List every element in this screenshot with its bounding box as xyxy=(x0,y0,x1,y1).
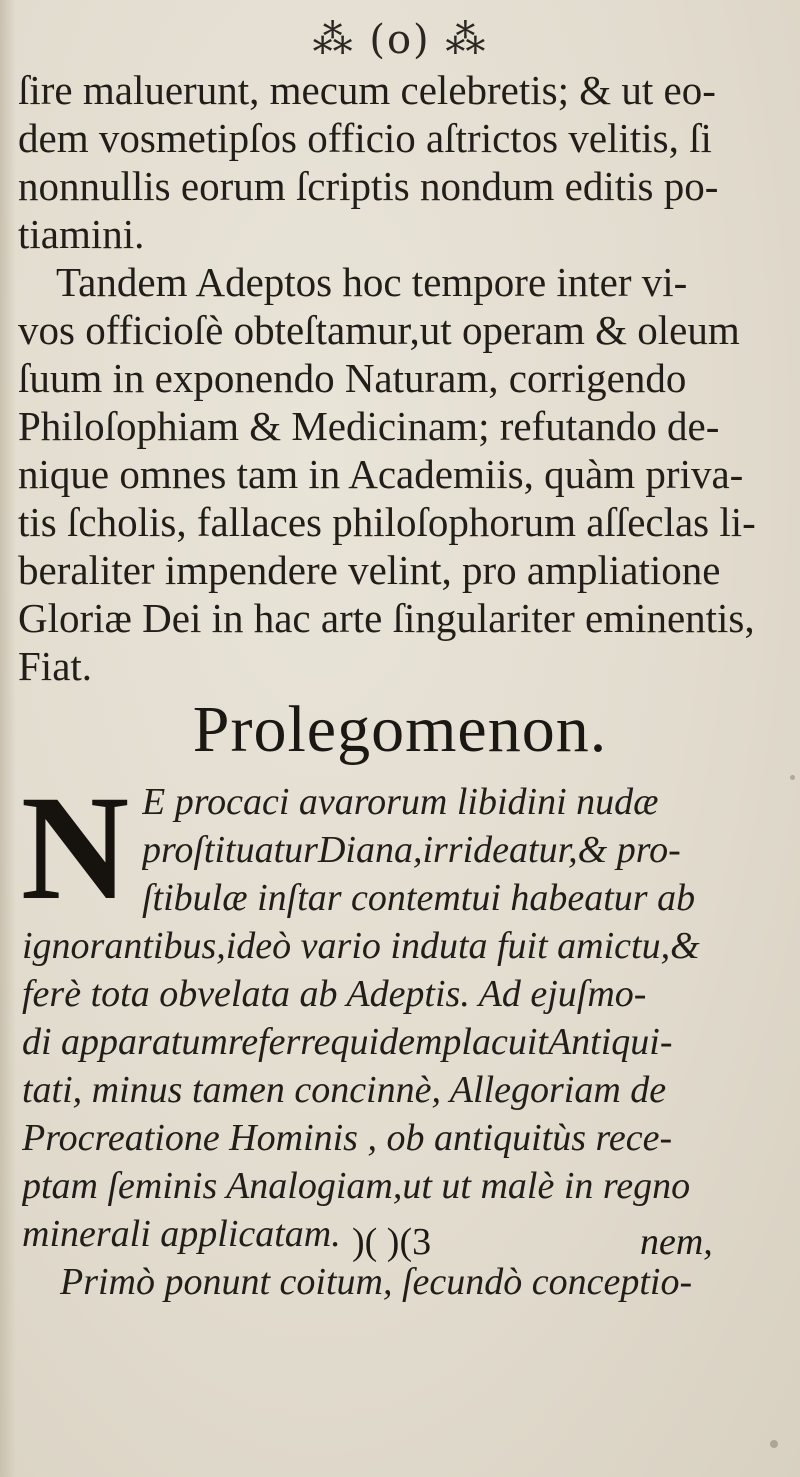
text-line: dem vosmetipſos officio aſtrictos velitis, ſi xyxy=(18,115,712,161)
text-line: beraliter impendere velint, pro ampliatione xyxy=(18,547,721,593)
text-line: ignorantibus,ideò vario induta fuit amictu,& xyxy=(22,925,700,967)
text-line: E procaci avarorum libidini nudæ xyxy=(142,781,659,823)
text-line: ptam ſeminis Analogiam,ut ut malè in regno xyxy=(22,1165,691,1207)
text-line: ſire maluerunt, mecum celebretis; & ut eo- xyxy=(18,67,716,113)
drop-cap-initial: N xyxy=(20,765,130,931)
header-ornament: ⁂ (o) ⁂ xyxy=(312,17,488,63)
roman-text-block xyxy=(18,66,794,690)
text-line: nique omnes tam in Academiis, quàm priva- xyxy=(18,451,744,497)
text-line: Tandem Adeptos hoc tempore inter vi- xyxy=(56,259,688,305)
text-line: minerali applicatam. xyxy=(22,1213,341,1255)
text-line: tis ſcholis, fallaces philoſophorum aſſeclas li- xyxy=(18,499,756,545)
drop-cap-lines xyxy=(142,778,794,922)
text-line: Fiat. xyxy=(18,643,93,689)
paper-speck xyxy=(770,1440,778,1448)
text-line: ſuum in exponendo Naturam, corrigendo xyxy=(18,355,687,401)
text-line: vos officioſè obteſtamur,ut operam & oleum xyxy=(18,307,740,353)
drop-cap-paragraph xyxy=(10,765,794,938)
text-line: tiamini. xyxy=(18,211,145,257)
text-line: di apparatumreferrequidemplacuitAntiqui- xyxy=(22,1021,673,1063)
page-footer xyxy=(0,1218,800,1266)
text-line: Gloriæ Dei in hac arte ſingulariter eminentis, xyxy=(18,595,755,641)
text-line: Philoſophiam & Medicinam; refutando de- xyxy=(18,403,720,449)
section-heading: Prolegomenon. xyxy=(192,693,608,766)
catchword: nem, xyxy=(640,1221,713,1263)
text-line: tati, minus tamen concinnè, Allegoriam de xyxy=(22,1069,667,1111)
text-line: ferè tota obvelata ab Adeptis. Ad ejuſmo- xyxy=(22,973,647,1015)
text-line: ſtibulæ inſtar contemtui habeatur ab xyxy=(142,877,696,919)
paper-speck xyxy=(790,775,795,780)
text-line: nonnullis eorum ſcriptis nondum editis po- xyxy=(18,163,719,209)
text-line: Primò ponunt coitum, ſecundò conceptio- xyxy=(60,1261,693,1303)
text-line: Procreatione Hominis , ob antiquitùs rece- xyxy=(22,1117,673,1159)
signature-mark: )( )(3 xyxy=(352,1221,432,1263)
text-line: proſtituaturDiana,irrideatur,& pro- xyxy=(142,829,681,871)
